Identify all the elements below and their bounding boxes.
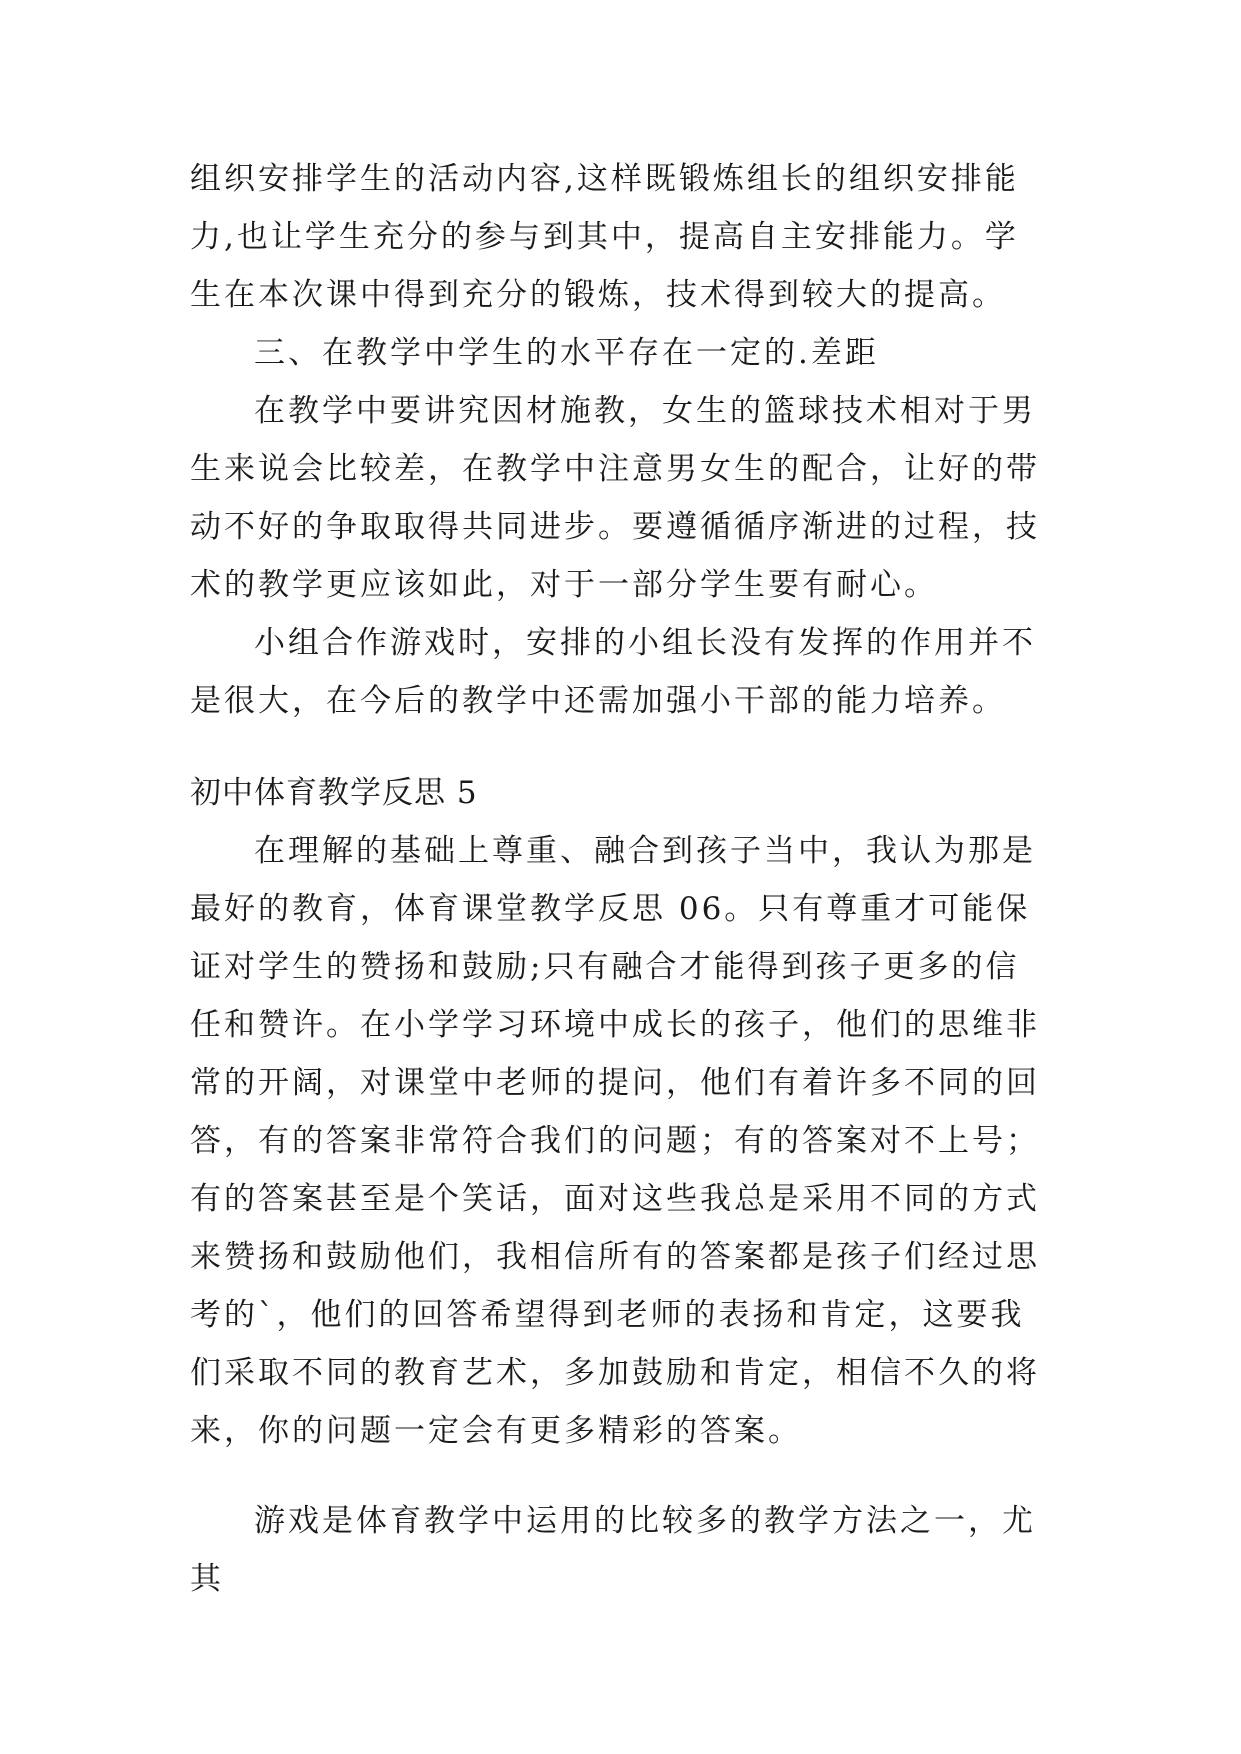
section-title: 初中体育教学反思 5 — [190, 775, 478, 811]
paragraph-respect-and-integration: 在理解的基础上尊重、融合到孩子当中，我认为那是最好的教育，体育课堂教学反思 06。只有尊重才可能保证对学生的赞扬和鼓励;只有融合才能得到孩子更多的信任和赞许。在小学学习环境中成长的孩子，他们的思维非常的开阔，对课堂中老师的提问，他们有着许多不同的回答，有的答案非常符合我们的问题；有的答案对不上号；有的答案甚至是个笑话，面对这些我总是采用不同的方式来赞扬和鼓励他们，我相信所有的答案都是孩子们经过思考的`，他们的回答希望得到老师的表扬和肯定，这要我们采取不同的教育艺术，多加鼓励和肯定，相信不久的将来，你的问题一定会有更多精彩的答案。 — [190, 833, 1040, 1449]
section-subheading: 三、在教学中学生的水平存在一定的.差距 — [254, 335, 879, 371]
paragraph-continued: 组织安排学生的活动内容,这样既锻炼组长的组织安排能力,也让学生充分的参与到其中，提高自主安排能力。学生在本次课中得到充分的锻炼，技术得到较大的提高。 — [190, 161, 1019, 313]
paragraph-group-games: 小组合作游戏时，安排的小组长没有发挥的作用并不是很大，在今后的教学中还需加强小干部的能力培养。 — [190, 625, 1036, 719]
paragraph-teaching-differences: 在教学中要讲究因材施教，女生的篮球技术相对于男生来说会比较差，在教学中注意男女生的配合，让好的带动不好的争取取得共同进步。要遵循循序渐进的过程，技术的教学更应该如此，对于一部分学生要有耐心。 — [190, 393, 1040, 603]
paragraph-games-method: 游戏是体育教学中运用的比较多的教学方法之一，尤其 — [190, 1503, 1036, 1597]
